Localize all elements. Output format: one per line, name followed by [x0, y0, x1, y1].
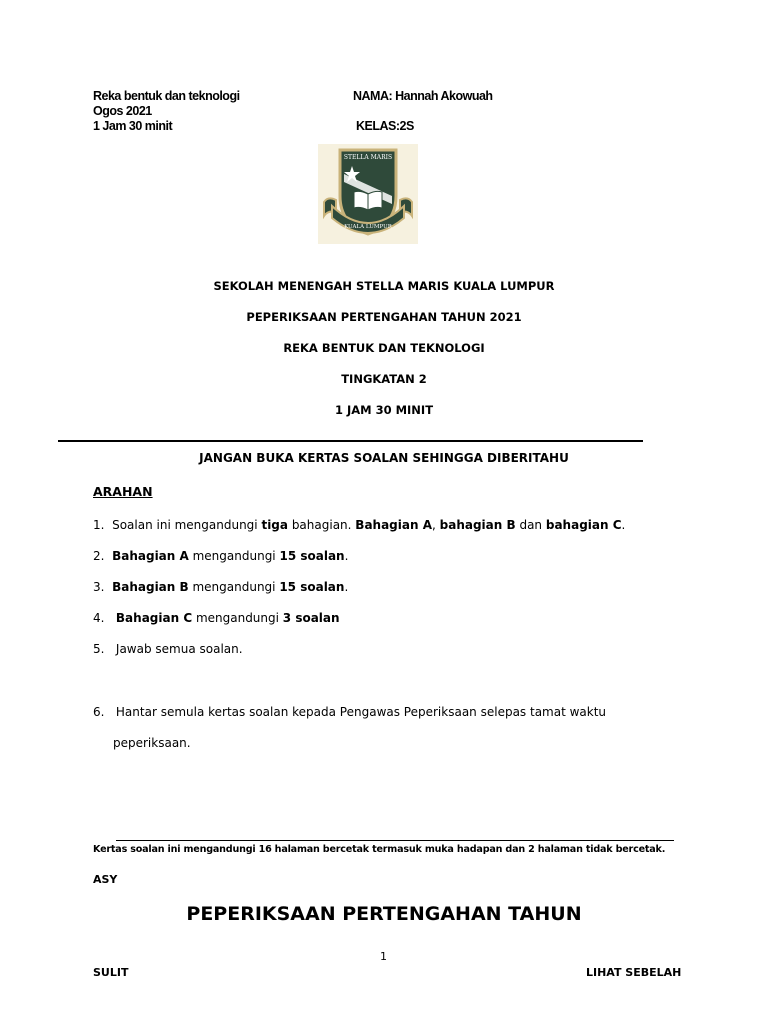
item-number: 3. [93, 580, 105, 594]
confidential-label: SULIT [93, 966, 129, 979]
school-crest-logo [318, 144, 418, 244]
exam-title: PEPERIKSAAN PERTENGAHAN TAHUN 2021 [246, 310, 522, 324]
item-text: dan [515, 518, 546, 532]
crest-top-text: STELLA MARIS [343, 154, 393, 161]
item-bold: tiga [261, 518, 288, 532]
item-number: 6. [93, 705, 105, 719]
exam-month: Ogos 2021 [93, 104, 152, 118]
item-bold: Bahagian A [355, 518, 432, 532]
item-text: , [432, 518, 440, 532]
item-bold: bahagian B [439, 518, 516, 532]
instruction-item [93, 611, 340, 625]
item-number: 4. [93, 611, 105, 625]
item-text: . [621, 518, 626, 532]
form-title: TINGKATAN 2 [341, 372, 427, 386]
item-bold: Bahagian A [112, 549, 189, 563]
subject-title: REKA BENTUK DAN TEKNOLOGI [283, 341, 485, 355]
footer-big-title: PEPERIKSAAN PERTENGAHAN TAHUN [186, 903, 582, 925]
instruction-item [93, 642, 243, 656]
item-text: mengandungi [188, 580, 280, 594]
page-number: 1 [380, 950, 387, 963]
item-bold: Bahagian B [112, 580, 189, 594]
instructions-heading: ARAHAN [93, 484, 153, 499]
do-not-open-warning: JANGAN BUKA KERTAS SOALAN SEHINGGA DIBERITAHU [199, 451, 569, 465]
exam-duration: 1 Jam 30 minit [93, 119, 173, 133]
item-text: Soalan ini mengandungi [112, 518, 262, 532]
footer-divider [116, 840, 674, 841]
instruction-item [93, 705, 606, 719]
student-class: KELAS:2S [356, 119, 414, 133]
turn-page-label: LIHAT SEBELAH [586, 966, 682, 979]
setter-initials: ASY [93, 873, 118, 886]
item-number: 2. [93, 549, 105, 563]
item-number: 1. [93, 518, 105, 532]
item-text: mengandungi [192, 611, 283, 625]
crest-icon [318, 144, 418, 244]
item-text: Jawab semua soalan. [115, 642, 243, 656]
item-text: Hantar semula kertas soalan kepada Pengawas Peperiksaan selepas tamat waktu [115, 705, 607, 719]
page-count-note: Kertas soalan ini mengandungi 16 halaman bercetak termasuk muka hadapan dan 2 halaman tidak bercetak. [93, 844, 666, 855]
item-bold: bahagian C [545, 518, 622, 532]
item-text: mengandungi [188, 549, 280, 563]
item-bold: Bahagian C [115, 611, 193, 625]
item-text: bahagian. [288, 518, 356, 532]
item-bold: 15 soalan [279, 549, 345, 563]
duration-title: 1 JAM 30 MINIT [334, 403, 434, 417]
student-name: NAMA: Hannah Akowuah [353, 89, 493, 103]
instruction-continuation: peperiksaan. [113, 736, 191, 750]
header-divider [58, 440, 643, 442]
instruction-item [93, 518, 625, 532]
item-bold: 3 soalan [282, 611, 340, 625]
subject-label: Reka bentuk dan teknologi [93, 89, 240, 103]
item-bold: 15 soalan [279, 580, 345, 594]
instruction-item [93, 549, 348, 563]
school-name: SEKOLAH MENENGAH STELLA MARIS KUALA LUMPUR [213, 279, 555, 293]
crest-bottom-text: KUALA LUMPUR [344, 224, 392, 230]
item-text: . [344, 549, 349, 563]
instruction-item [93, 580, 348, 594]
item-number: 5. [93, 642, 105, 656]
item-text: . [344, 580, 349, 594]
